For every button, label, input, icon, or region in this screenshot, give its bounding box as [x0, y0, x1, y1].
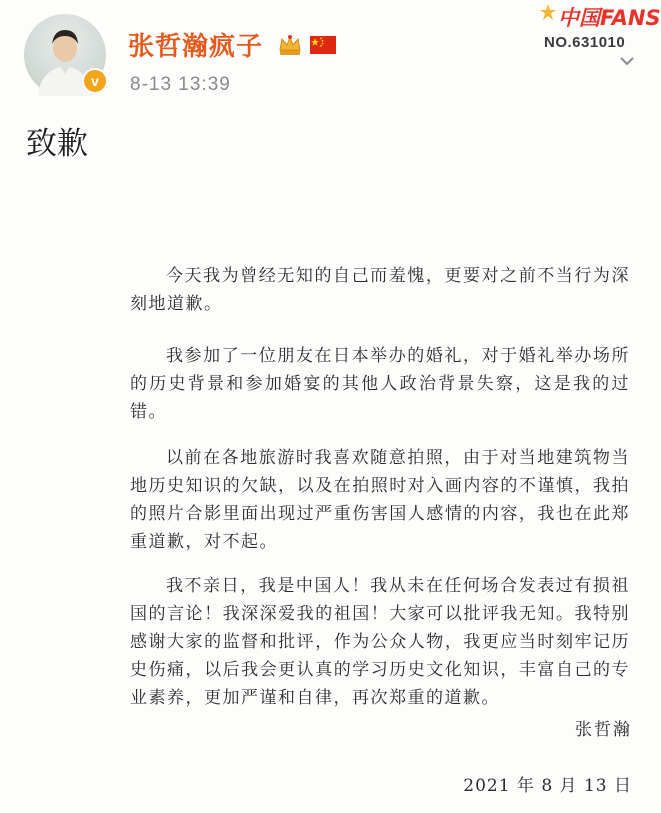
letter-signature: 张哲瀚 [575, 720, 632, 740]
chevron-down-icon[interactable] [620, 56, 634, 66]
fans-badge-title: 中国FANS [558, 6, 661, 30]
letter-date: 2021 年 8 月 13 日 [463, 776, 632, 796]
post-title: 致歉 [26, 126, 88, 162]
letter-paragraph: 以前在各地旅游时我喜欢随意拍照，由于对当地建筑物当地历史知识的欠缺，以及在拍照时对入画内容的不谨慎，我拍的照片合影里面出现过严重伤害国人感情的内容，我也在此郑重道歉，对不起。 [130, 448, 630, 552]
letter-paragraph: 我参加了一位朋友在日本举办的婚礼，对于婚礼举办场所的历史背景和参加婚宴的其他人政治背景失察，这是我的过错。 [130, 346, 630, 422]
fans-badge-number: NO.631010 [544, 34, 626, 51]
letter-paragraph: 我不亲日，我是中国人！我从未在任何场合发表过有损祖国的言论！我深深爱我的祖国！大家可以批评我无知。我特别感谢大家的监督和批评，作为公众人物，我更应当时刻牢记历史伤痛，以后我会更认真的学习历史文化知识，丰富自己的专业素养，更加严谨和自律，再次郑重的道歉。 [130, 576, 630, 708]
avatar[interactable] [24, 14, 106, 96]
apology-letter-image[interactable] [130, 262, 640, 813]
fans-badge [528, 0, 661, 58]
crown-icon [278, 34, 302, 56]
china-flag-icon [310, 36, 336, 54]
post-timestamp: 8-13 13:39 [130, 74, 231, 95]
verified-badge-icon: v [82, 68, 108, 94]
letter-paragraph: 今天我为曾经无知的自己而羞愧，更要对之前不当行为深刻地道歉。 [130, 266, 630, 314]
username[interactable]: 张哲瀚疯子 [128, 32, 264, 62]
star-icon [540, 4, 556, 20]
